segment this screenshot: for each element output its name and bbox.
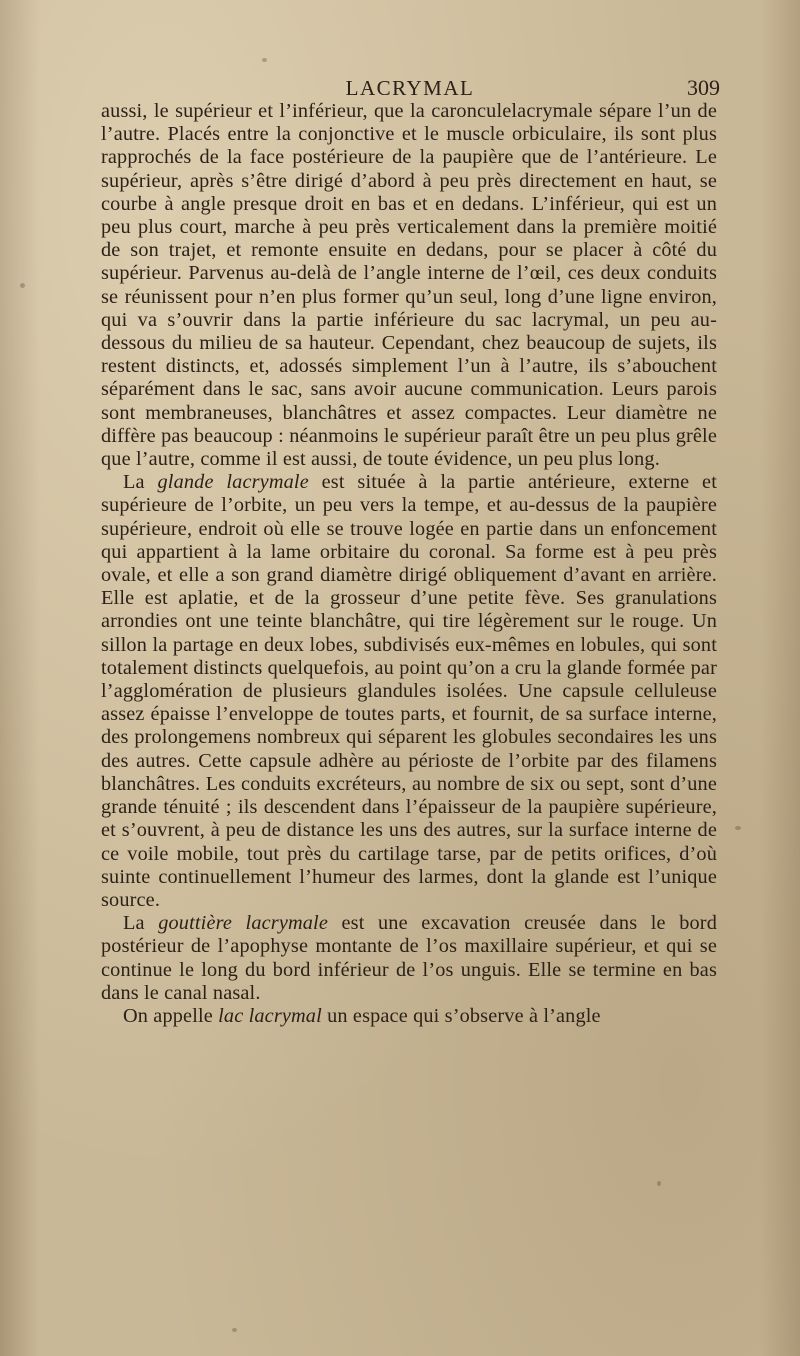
paragraph-4: [101, 1005, 717, 1028]
paragraph-2: [101, 471, 717, 912]
paper-spot: [232, 1328, 237, 1332]
paper-spot: [262, 58, 267, 62]
running-head: [100, 74, 720, 102]
running-title: LACRYMAL: [345, 76, 475, 100]
text-run: est une excavation creusée dans le bord postérieur de l’apophyse montante de l’os maxillaire supérieur, et qui se continue le long du bord inférieur de l’os unguis. Elle se termine en bas dans le canal nasal.: [101, 912, 717, 1004]
page-number: 309: [687, 75, 720, 100]
paper-spot: [657, 1181, 661, 1186]
text-run: aussi, le supérieur et l’inférieur, que la caronculelacrymale sépare l’un de l’autre. Placés entre la conjonctive et le muscle orbiculaire, ils sont plus rapprochés de la face postérieure de la paupière que de l’antérieure. Le supérieur, après s’être dirigé d’abord à peu près directement en haut, se courbe à angle presque droit en bas et en dedans. L’inférieur, qui est un peu plus court, marche à peu près verticalement dans la première moitié de son trajet, et remonte ensuite en dedans, pour se placer à côté du supérieur. Parvenus au-delà de l’angle interne de l’œil, ces deux conduits se réunissent pour n’en plus former qu’un seul, long d’une ligne environ, qui va s’ouvrir dans la partie inférieure du sac lacrymal, un peu au-dessous du milieu de sa hauteur. Cependant, chez beaucoup de sujets, ils restent distincts, et, adossés simplement l’un à l’autre, ils s’abouchent séparément dans le sac, sans avoir aucune communication. Leurs parois sont membraneuses, blanchâtres et assez compactes. Leur diamètre ne diffère pas beaucoup : néanmoins le supérieur paraît être un peu plus grêle que l’autre, comme il est aussi, de toute évidence, un peu plus long.: [101, 100, 717, 471]
paper-spot: [20, 283, 25, 288]
text-run: On appelle: [123, 1004, 219, 1027]
paragraph-1: [101, 100, 717, 471]
italic-term: glande lacrymale: [157, 471, 309, 494]
italic-term: lac lacrymal: [218, 1004, 322, 1027]
text-run: est située à la partie antérieure, externe et supérieure de l’orbite, un peu vers la tempe, et au-dessus de la paupière supérieure, endroit où elle se trouve logée en partie dans un enfoncement qui appartient à la lame orbitaire du coronal. Sa forme est à peu près ovale, et elle a son grand diamètre dirigé obliquement d’avant en arrière. Elle est aplatie, et de la grosseur d’une petite fève. Ses granulations arrondies ont une teinte blanchâtre, qui tire légèrement sur le rouge. Un sillon la partage en deux lobes, subdivisés eux-mêmes en lobules, qui sont totalement distincts quelquefois, au point qu’on a cru la glande formée par l’agglomération de plusieurs glandules isolées. Une capsule celluleuse assez épaisse l’enveloppe de toutes parts, et fournit, de sa surface interne, des prolongemens nombreux qui séparent les globules secondaires les uns des autres. Cette capsule adhère au périoste de l’orbite par des filamens blanchâtres. Les conduits excréteurs, au nombre de six ou sept, sont d’une grande ténuité ; ils descendent dans l’épaisseur de la paupière supérieure, et s’ouvrent, à peu de distance les uns des autres, sur la surface interne de ce voile mobile, tout près du cartilage tarse, par de petits orifices, d’où suinte continuellement l’humeur des larmes, dont la glande est l’unique source.: [101, 471, 717, 911]
italic-term: gouttière lacrymale: [158, 912, 328, 935]
paragraph-3: [101, 912, 717, 1005]
body-text: [101, 100, 717, 1028]
text-run: La: [123, 471, 158, 494]
paper-spot: [735, 826, 741, 830]
text-run: un espace qui s’observe à l’angle: [321, 1004, 601, 1027]
text-run: La: [123, 912, 159, 935]
